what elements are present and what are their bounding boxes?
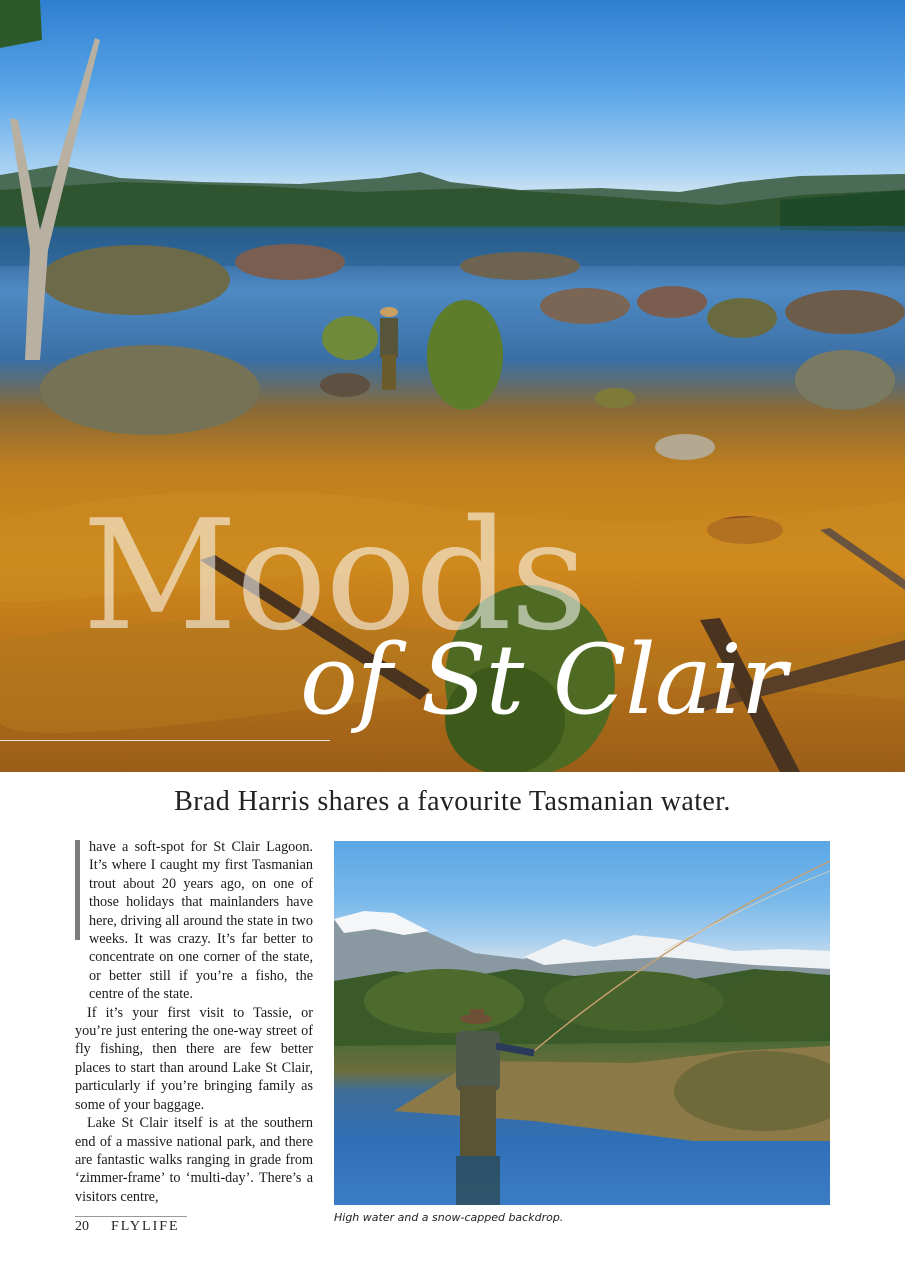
footer-rule <box>75 1216 187 1217</box>
magazine-name: FLYLIFE <box>111 1219 180 1234</box>
body-paragraph: If it’s your first visit to Tassie, or you’re just entering the one-way street of fly fishing, then there are few better places to start than around Lake St Clair, particularly if you’re bringing family as some of your baggage. <box>75 1004 313 1113</box>
page-number: 20 <box>75 1219 89 1234</box>
body-column <box>75 838 313 1206</box>
inset-scene <box>334 841 830 1205</box>
body-paragraph: have a soft-spot for St Clair Lagoon. It’s where I caught my first Tasmanian trout about 20 years ago, on one of those holidays that mainlanders have here, driving all around the state in two weeks. It was crazy. It’s far better to concentrate on one corner of the state, or better still if you’re a fisho, the centre of the state. <box>89 839 313 1003</box>
title-main: Moods <box>82 487 586 664</box>
title-sub: of St Clair <box>300 624 786 736</box>
inset-photo <box>334 841 830 1205</box>
inset-caption: High water and a snow-capped backdrop. <box>334 1211 564 1224</box>
article-deck: Brad Harris shares a favourite Tasmanian water. <box>174 786 731 817</box>
body-paragraph: Lake St Clair itself is at the southern end of a massive national park, and there are fantastic walks ranging in grade from ‘zimmer-frame’ to ‘multi-day’. There’s a visitors centre, <box>75 1115 313 1205</box>
hero-rule <box>0 740 330 741</box>
